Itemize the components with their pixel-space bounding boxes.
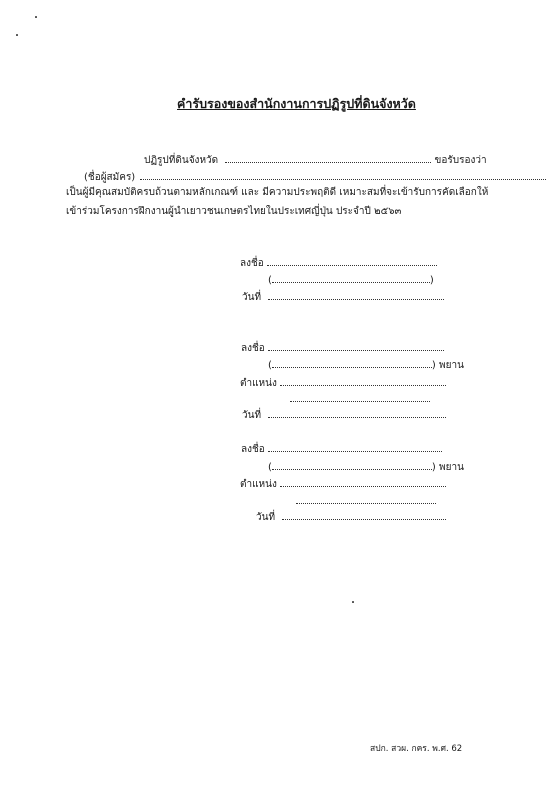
office-line xyxy=(144,153,487,167)
applicant-line xyxy=(84,170,546,184)
name-line-1 xyxy=(268,273,434,287)
program-text: เข้าร่วมโครงการฝึกงานผู้นำเยาวชนเกษตรไทยในประเทศญี่ปุ่น ประจำปี ๒๕๖๓ xyxy=(66,206,402,217)
footer-code: สปก. สวผ. กคร. พ.ศ. 62 xyxy=(370,744,463,754)
document-title: คำรับรองของสำนักงานการปฏิรูปที่ดินจังหวัด xyxy=(177,96,416,111)
office-blank xyxy=(225,153,431,163)
position-line-1 xyxy=(240,376,446,390)
applicant-label: (ชื่อผู้สมัคร) xyxy=(84,172,136,183)
date-line-3 xyxy=(256,510,446,524)
date-blank xyxy=(268,408,446,418)
sign-label: ลงชื่อ xyxy=(241,444,265,455)
date-label: วันที่ xyxy=(256,512,276,523)
sign-label: ลงชื่อ xyxy=(241,343,265,354)
date-blank xyxy=(282,510,446,520)
position-blank xyxy=(290,392,430,402)
witness-line-2 xyxy=(268,460,464,474)
date-label: วันที่ xyxy=(242,292,262,303)
scan-speck xyxy=(35,16,37,18)
applicant-blank xyxy=(140,170,546,180)
signature-blank xyxy=(267,256,437,266)
close-paren: ) xyxy=(431,360,436,371)
position-line-2 xyxy=(240,477,446,491)
date-label: วันที่ xyxy=(242,410,262,421)
signature-line-2 xyxy=(241,341,444,355)
position-extra-line-1 xyxy=(290,392,430,406)
signature-blank xyxy=(268,442,442,452)
position-extra-line-2 xyxy=(296,494,436,508)
name-blank xyxy=(272,358,432,368)
date-blank xyxy=(268,290,444,300)
date-line-1 xyxy=(242,290,444,304)
sign-label: ลงชื่อ xyxy=(240,258,264,269)
witness-label: พยาน xyxy=(439,360,464,371)
certify-label: ขอรับรองว่า xyxy=(434,155,487,166)
signature-blank xyxy=(268,341,444,351)
open-paren: ( xyxy=(268,360,272,371)
name-blank xyxy=(272,460,432,470)
scan-speck xyxy=(16,34,18,36)
position-blank xyxy=(296,494,436,504)
qualification-text: เป็นผู้มีคุณสมบัติครบถ้วนตามหลักเกณฑ์ และ มีความประพฤติดี เหมาะสมที่จะเข้ารับการคัดเลือกให้ xyxy=(66,187,489,198)
close-paren: ) xyxy=(431,462,436,473)
open-paren: ( xyxy=(268,275,272,286)
open-paren: ( xyxy=(268,462,272,473)
close-paren: ) xyxy=(429,275,434,286)
signature-line-1 xyxy=(240,256,437,270)
position-label: ตำแหน่ง xyxy=(240,378,277,389)
office-label: ปฏิรูปที่ดินจังหวัด xyxy=(144,155,219,166)
position-blank xyxy=(280,376,446,386)
witness-label: พยาน xyxy=(439,462,464,473)
witness-line-1 xyxy=(268,358,464,372)
name-blank xyxy=(272,273,430,283)
position-blank xyxy=(280,477,446,487)
position-label: ตำแหน่ง xyxy=(240,479,277,490)
scan-speck xyxy=(352,601,354,603)
signature-line-3 xyxy=(241,442,442,456)
date-line-2 xyxy=(242,408,446,422)
